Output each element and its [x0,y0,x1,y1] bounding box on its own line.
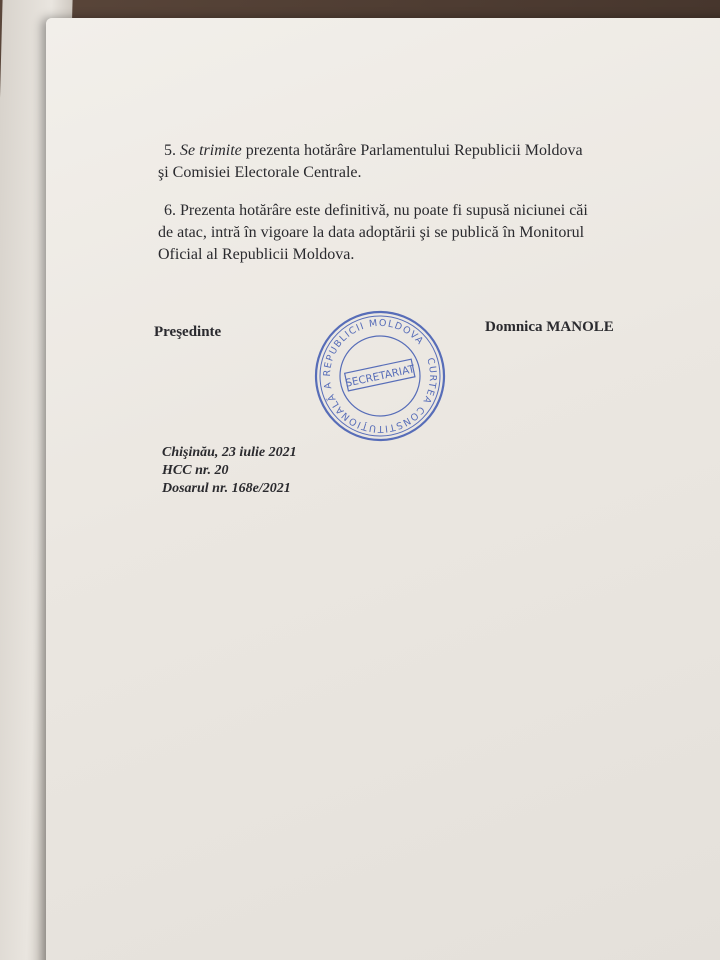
paragraph-5-line-1 [164,140,583,161]
paragraph-5-italic-lead: Se trimite [180,142,242,159]
paragraph-6-line-3: Oficial al Republicii Moldova. [158,246,355,263]
stamp-center-text: SECRETARIAT [344,363,416,390]
decision-number: HCC nr. 20 [162,463,229,478]
document-page [46,18,720,960]
stamp-graphic [310,306,450,446]
signature-name: Domnica MANOLE [485,319,614,335]
stamp-ring-text: CURTEA CONSTITUŢIONALĂ A REPUBLICII MOLDOVA [321,317,439,435]
place-date: Chişinău, 23 iulie 2021 [162,445,297,460]
file-number: Dosarul nr. 168e/2021 [162,481,291,496]
paragraph-5-number: 5. [164,142,176,159]
paragraph-6-line-2: de atac, intră în vigoare la data adoptării şi se publică în Monitorul [158,224,585,241]
secretariat-stamp [310,306,450,446]
paragraph-5-line-2: şi Comisiei Electorale Centrale. [158,164,362,181]
signature-title: Preşedinte [154,324,222,340]
paragraph-5-line-1-rest: prezenta hotărâre Parlamentului Republicii Moldova [241,142,583,159]
paragraph-6-line-1: 6. Prezenta hotărâre este definitivă, nu poate fi supusă niciunei căi [164,202,588,219]
